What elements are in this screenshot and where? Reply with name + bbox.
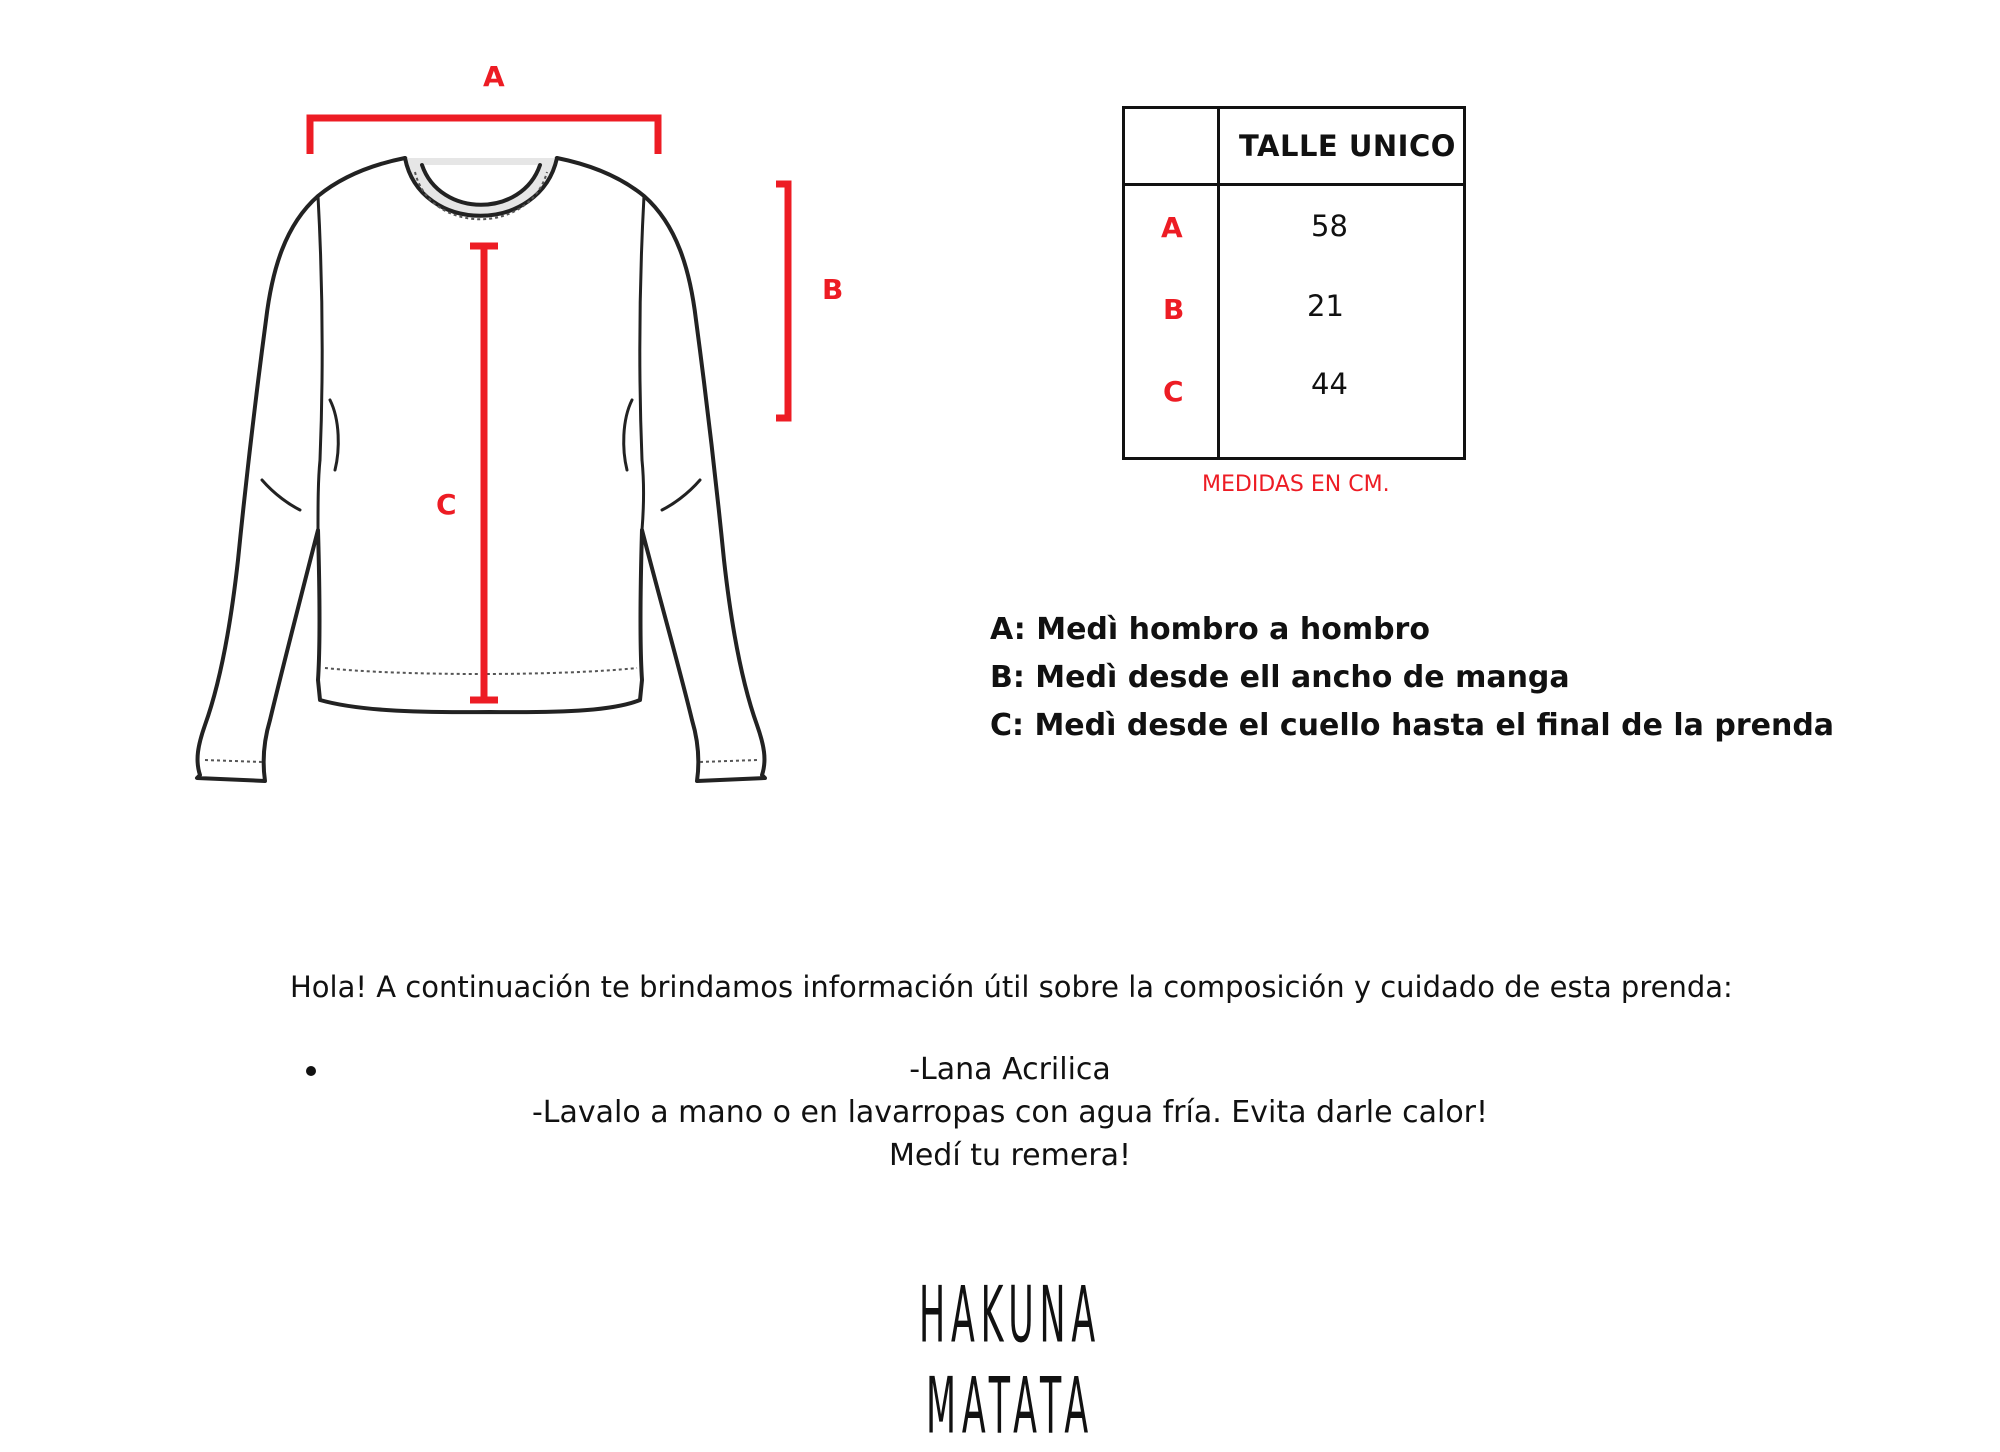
table-row-value: 21	[1307, 289, 1344, 323]
marker-a	[310, 118, 658, 154]
table-divider-horizontal	[1125, 183, 1463, 186]
care-line: Medí tu remera!	[888, 1138, 1132, 1173]
table-row-value: 58	[1311, 209, 1348, 243]
brand-logo: HAKUNA MATATA	[919, 1270, 1101, 1452]
table-row-letter: A	[1161, 211, 1183, 244]
care-intro: Hola! A continuación te brindamos información útil sobre la composición y cuidado de esta prenda:	[290, 970, 1733, 1004]
marker-b	[776, 184, 788, 418]
units-note: MEDIDAS EN CM.	[1202, 472, 1390, 497]
size-table	[1122, 106, 1466, 460]
label-a: A	[483, 60, 505, 93]
instruction-a: A: Medì hombro a hombro	[990, 612, 1430, 647]
table-row-letter: C	[1163, 375, 1184, 408]
label-c: C	[436, 488, 457, 521]
instruction-c: C: Medì desde el cuello hasta el final de la prenda	[990, 708, 1835, 743]
table-header: TALLE UNICO	[1239, 129, 1456, 163]
care-line: -Lana Acrilica	[909, 1052, 1111, 1087]
care-line: -Lavalo a mano o en lavarropas con agua fría. Evita darle calor!	[531, 1095, 1489, 1130]
bullet-icon	[306, 1066, 316, 1076]
instruction-b: B: Medì desde ell ancho de manga	[990, 660, 1570, 695]
label-b: B	[822, 273, 844, 306]
table-row-value: 44	[1311, 367, 1348, 401]
table-divider-vertical	[1217, 109, 1220, 457]
table-row-letter: B	[1163, 293, 1185, 326]
